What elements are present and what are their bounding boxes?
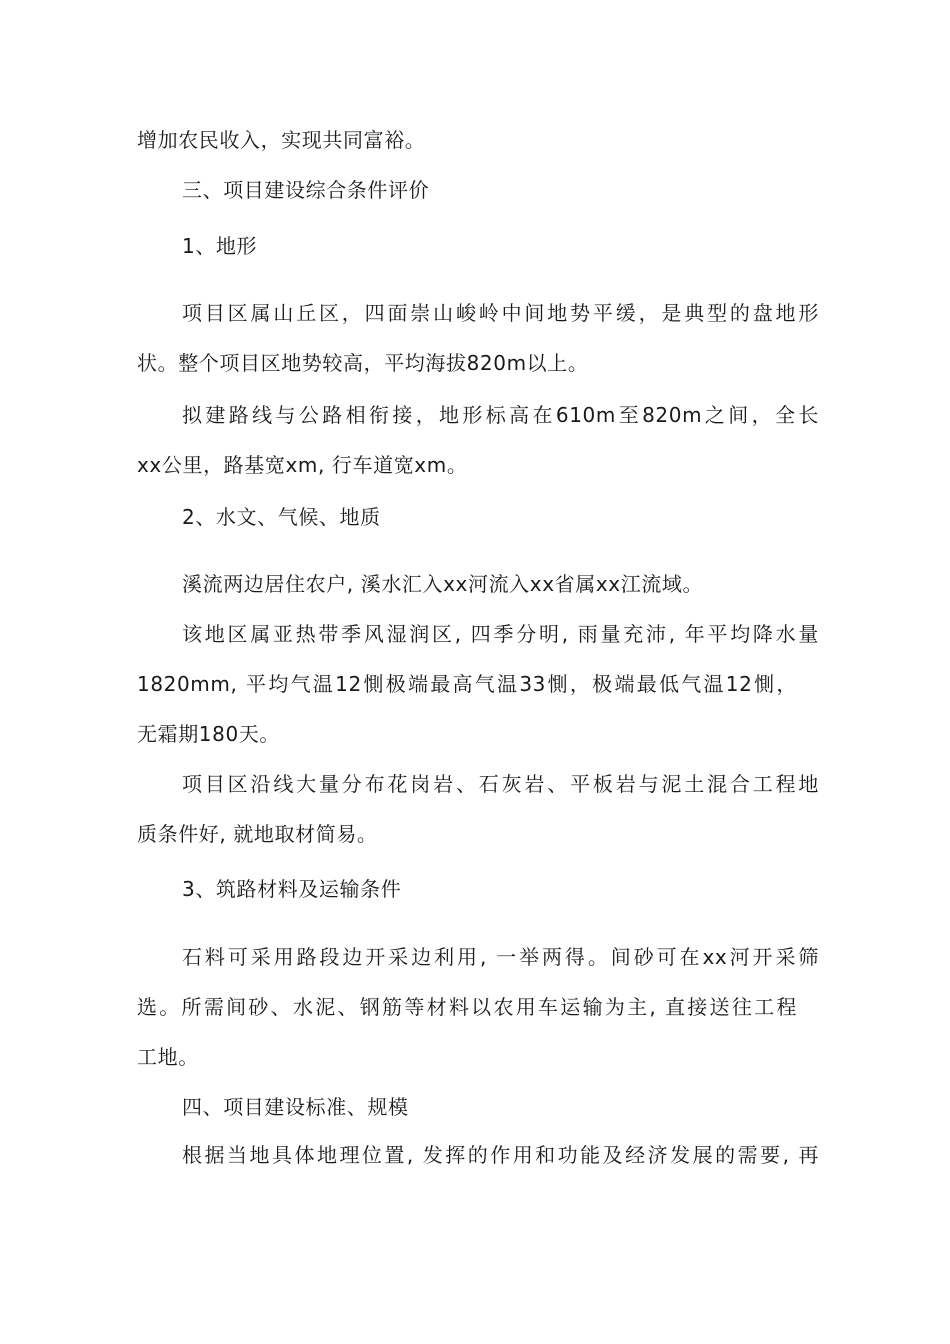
- paragraph-line: 增加农民收入，实现共同富裕。: [137, 128, 426, 152]
- subsection-heading: 1、地形: [182, 234, 258, 258]
- paragraph-line: 溪流两边居住农户, 溪水汇入xx河流入xx省属xx江流域。: [182, 572, 704, 596]
- section-heading: 四、项目建设标准、规模: [182, 1095, 409, 1119]
- paragraph-line: 该地区属亚热带季风湿润区, 四季分明, 雨量充沛, 年平均降水量: [182, 622, 819, 646]
- paragraph-line: 无霜期180天。: [137, 722, 280, 746]
- paragraph-line: 项目区属山丘区，四面崇山峻岭中间地势平缓，是典型的盘地形: [182, 301, 819, 325]
- paragraph-line: 项目区沿线大量分布花岗岩、石灰岩、平板岩与泥土混合工程地: [182, 772, 819, 796]
- paragraph-line: 质条件好, 就地取材简易。: [137, 822, 378, 846]
- paragraph-line: 状。整个项目区地势较高，平均海拔820m以上。: [137, 351, 589, 375]
- section-heading: 三、项目建设综合条件评价: [182, 178, 430, 202]
- paragraph-line: 1820mm, 平均气温12惻极端最高气温33惻，极端最低气温12惻，: [137, 672, 797, 696]
- paragraph-line: xx公里，路基宽xm, 行车道宽xm。: [137, 453, 468, 477]
- subsection-heading: 3、筑路材料及运输条件: [182, 877, 402, 901]
- paragraph-line: 工地。: [137, 1045, 199, 1069]
- paragraph-line: 选。所需间砂、水泥、钢筋等材料以农用车运输为主, 直接送往工程: [137, 995, 797, 1019]
- paragraph-line: 石料可采用路段边开采边利用, 一举两得。间砂可在xx河开采筛: [182, 945, 819, 969]
- paragraph-line: 拟建路线与公路相衔接，地形标高在610m至820m之间，全长: [182, 403, 819, 427]
- subsection-heading: 2、水文、气候、地质: [182, 505, 381, 529]
- paragraph-line: 根据当地具体地理位置, 发挥的作用和功能及经济发展的需要, 再: [182, 1143, 819, 1167]
